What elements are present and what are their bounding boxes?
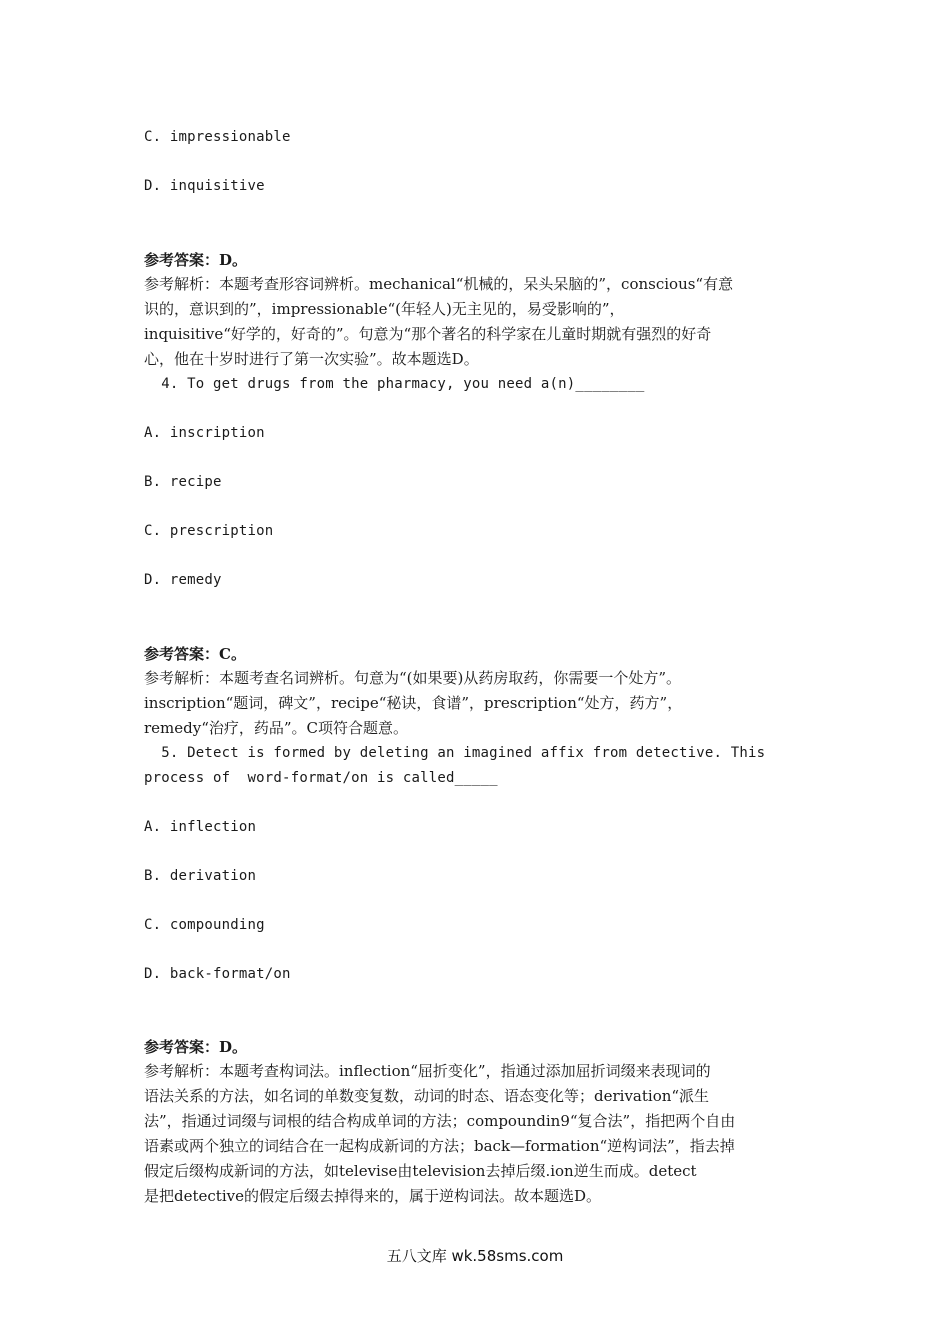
analysis-line: remedy“治疗，药品”。C项符合题意。 [144, 719, 409, 737]
analysis-line: 是把detective的假定后缀去掉得来的，属于逆构词法。故本题选D。 [144, 1187, 601, 1205]
analysis-line: 参考解析：本题考查构词法。inflection“屈折变化”，指通过添加屈折词缀来表现词的 [144, 1062, 711, 1080]
answer-label: 参考答案：C。 [144, 645, 246, 663]
analysis-line: 参考解析：本题考查形容词辨析。mechanical“机械的，呆头呆脑的”，conscious“有意 [144, 275, 734, 293]
analysis-line: 语素或两个独立的词结合在一起构成新词的方法；back—formation“逆构词法”，指去掉 [144, 1137, 735, 1155]
question-4: 4. To get drugs from the pharmacy, you need a(n)________ [144, 376, 645, 392]
answer-label: 参考答案：D。 [144, 1038, 248, 1056]
analysis-line: 识的，意识到的”，impressionable“(年轻人)无主见的，易受影响的”， [144, 300, 625, 318]
option-a: A. inflection [144, 819, 257, 835]
option-d: D. inquisitive [144, 178, 265, 194]
option-b: B. derivation [144, 868, 257, 884]
analysis-line: 语法关系的方法，如名词的单数变复数，动词的时态、语态变化等；derivation“派生 [144, 1087, 710, 1105]
footer-source: 五八文库 wk.58sms.com [386, 1247, 564, 1265]
option-d: D. back-format/on [144, 966, 291, 982]
option-c: C. impressionable [144, 129, 291, 145]
analysis-line: inquisitive“好学的，好奇的”。句意为“那个著名的科学家在儿童时期就有强烈的好奇 [144, 325, 712, 343]
option-c: C. compounding [144, 917, 265, 933]
option-c: C. prescription [144, 523, 274, 539]
analysis-line: 心，他在十岁时进行了第一次实验”。故本题选D。 [144, 350, 479, 368]
answer-label: 参考答案：D。 [144, 251, 248, 269]
analysis-line: 假定后缀构成新词的方法，如televise由television去掉后缀.ion逆生而成。detect [144, 1162, 697, 1180]
option-b: B. recipe [144, 474, 222, 490]
analysis-line: inscription“题词，碑文”，recipe“秘诀，食谱”，prescription“处方，药方”， [144, 694, 683, 712]
option-d: D. remedy [144, 572, 222, 588]
analysis-line: 参考解析：本题考查名词辨析。句意为“(如果要)从药房取药，你需要一个处方”。 [144, 669, 682, 687]
option-a: A. inscription [144, 425, 265, 441]
question-5-cont: process of word-format/on is called_____ [144, 770, 498, 786]
question-5: 5. Detect is formed by deleting an imagined affix from detective. This [144, 745, 766, 761]
analysis-line: 法”，指通过词缀与词根的结合构成单词的方法；compoundin9“复合法”，指把两个自由 [144, 1112, 736, 1130]
